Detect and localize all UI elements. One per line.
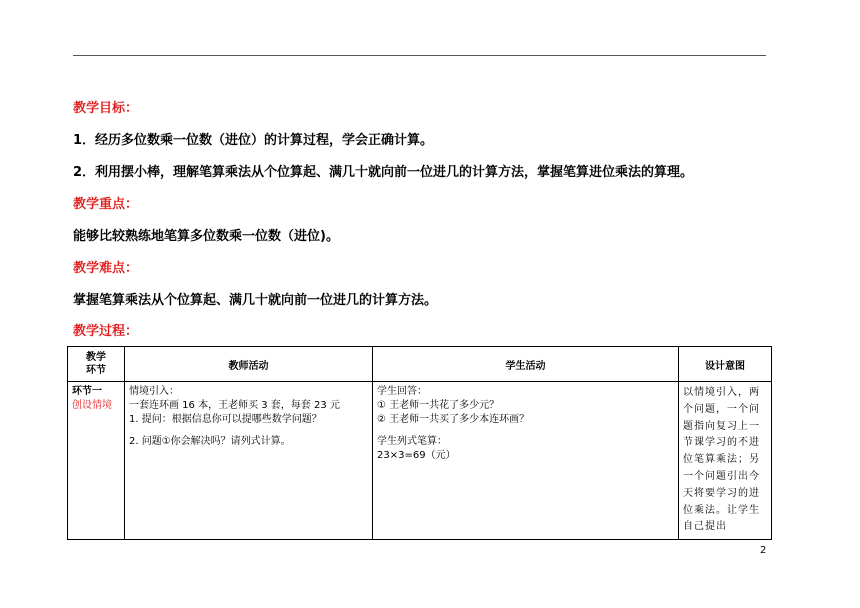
student-line: 学生列式笔算：	[377, 436, 447, 447]
teacher-line: 情境引入：	[129, 386, 179, 397]
heading-goals: 教学目标：	[73, 101, 139, 116]
heading-process: 教学过程：	[73, 324, 139, 339]
header-design: 设计意图	[679, 347, 772, 382]
table-header-row	[68, 347, 772, 382]
goal-2: 2．利用摆小棒，理解笔算乘法从个位算起、满几十就向前一位进几的计算方法，掌握笔算进位乘法的算理。	[73, 165, 694, 180]
key-points-text: 能够比较熟练地笔算多位数乘一位数（进位)。	[73, 229, 339, 244]
student-line: ① 王老师一共花了多少元？	[377, 400, 500, 411]
stage-cell	[68, 382, 125, 540]
student-line: ② 王老师一共买了多少本连环画？	[377, 414, 530, 425]
header-teacher: 教师活动	[125, 347, 373, 382]
stage-title: 环节一	[72, 386, 102, 397]
stage-name: 创设情境	[72, 400, 112, 411]
student-line: 23×3=69（元）	[377, 450, 456, 461]
header-stage-line2: 环节	[86, 365, 106, 376]
teacher-line: 一套连环画 16 本，王老师买 3 套，每套 23 元	[129, 400, 340, 411]
teacher-cell	[125, 382, 373, 540]
goal-1: 1．经历多位数乘一位数（进位）的计算过程，学会正确计算。	[73, 133, 434, 148]
heading-difficulties: 教学难点：	[73, 261, 139, 276]
page-number: 2	[760, 545, 767, 556]
difficulties-text: 掌握笔算乘法从个位算起、满几十就向前一位进几的计算方法。	[73, 293, 438, 308]
design-cell	[679, 382, 772, 540]
header-stage-line1: 教学	[86, 352, 106, 363]
student-cell	[373, 382, 679, 540]
header-student: 学生活动	[373, 347, 679, 382]
heading-key-points: 教学重点：	[73, 197, 139, 212]
table-row	[68, 382, 772, 540]
header-rule	[73, 55, 766, 56]
teacher-line: 2. 问题①你会解决吗？请列式计算。	[129, 436, 291, 447]
design-text: 以情境引入，两个问题，一个问题指向复习上一节课学习的不进位笔算乘法；另一个问题引出今天将要学习的进位乘法。让学生自己提出	[683, 387, 760, 533]
teacher-line: 1. 提问：根据信息你可以提哪些数学问题？	[129, 414, 322, 425]
student-line: 学生回答：	[377, 386, 427, 397]
process-table	[67, 346, 772, 540]
header-stage	[68, 347, 125, 382]
